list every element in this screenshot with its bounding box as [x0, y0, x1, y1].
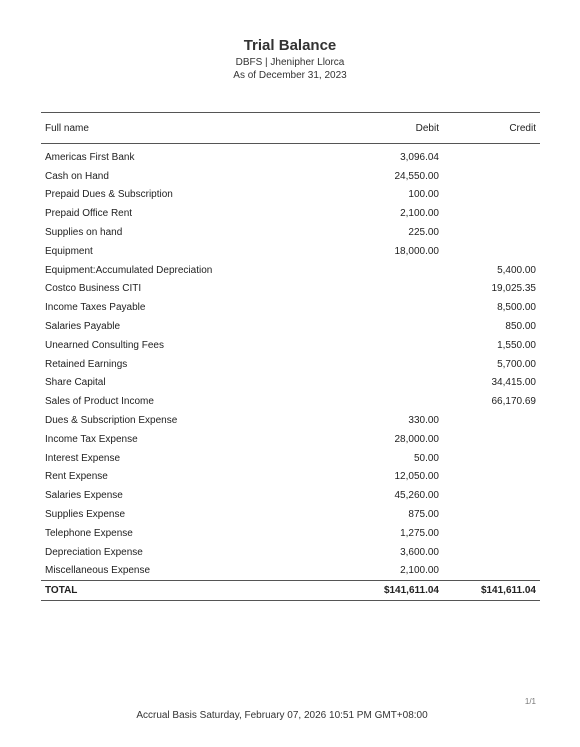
table-row[interactable] [41, 486, 540, 505]
account-name-cell[interactable]: Americas First Bank [45, 151, 135, 163]
table-row[interactable] [41, 148, 540, 167]
credit-cell [443, 204, 540, 223]
debit-cell [339, 298, 443, 317]
account-name-cell[interactable]: Telephone Expense [45, 527, 133, 539]
account-name-cell[interactable]: Depreciation Expense [45, 546, 143, 558]
table-row[interactable] [41, 430, 540, 449]
credit-cell [443, 505, 540, 524]
table-row[interactable] [41, 374, 540, 393]
account-name-cell[interactable]: Prepaid Dues & Subscription [45, 189, 173, 201]
account-name-cell[interactable]: Supplies Expense [45, 509, 126, 521]
account-name-cell[interactable]: Cash on Hand [45, 170, 109, 182]
debit-cell: 12,050.00 [394, 471, 439, 483]
debit-cell: 2,100.00 [400, 208, 439, 220]
account-name-cell[interactable]: Interest Expense [45, 452, 121, 464]
credit-cell: 66,170.69 [491, 396, 536, 408]
table-row[interactable] [41, 524, 540, 543]
account-name-cell[interactable]: Supplies on hand [45, 227, 123, 239]
credit-cell: 34,415.00 [491, 377, 536, 389]
debit-cell: 28,000.00 [394, 433, 439, 445]
account-name-cell[interactable]: Unearned Consulting Fees [45, 339, 164, 351]
report-footer: Accrual Basis Saturday, February 07, 2026 10:51 PM GMT+08:00 [136, 710, 428, 721]
credit-cell [443, 486, 540, 505]
account-name-cell[interactable]: Income Taxes Payable [45, 302, 146, 314]
debit-cell: 50.00 [413, 452, 439, 464]
table-row[interactable] [41, 280, 540, 299]
total-row [41, 581, 540, 601]
credit-cell [443, 223, 540, 242]
credit-cell [443, 242, 540, 261]
table-row[interactable] [41, 167, 540, 186]
table-row[interactable] [41, 562, 540, 581]
account-name-cell[interactable]: Miscellaneous Expense [45, 565, 151, 577]
column-header-debit[interactable]: Debit [339, 113, 443, 144]
debit-cell [339, 355, 443, 374]
account-name-cell[interactable]: Equipment [45, 245, 93, 257]
table-row[interactable] [41, 543, 540, 562]
credit-cell: 19,025.35 [491, 283, 536, 295]
table-row[interactable] [41, 298, 540, 317]
credit-cell [443, 449, 540, 468]
debit-cell: 3,096.04 [400, 151, 439, 163]
account-name-cell[interactable]: Share Capital [45, 377, 106, 389]
table-row[interactable] [41, 355, 540, 374]
debit-cell [339, 317, 443, 336]
debit-cell: 45,260.00 [394, 490, 439, 502]
table-row[interactable] [41, 204, 540, 223]
credit-cell: 1,550.00 [497, 339, 536, 351]
credit-cell [443, 543, 540, 562]
debit-cell: 18,000.00 [394, 245, 439, 257]
debit-cell [339, 336, 443, 355]
account-name-cell[interactable]: Salaries Payable [45, 321, 121, 333]
debit-cell [339, 392, 443, 411]
debit-cell: 24,550.00 [394, 170, 439, 182]
table-row[interactable] [41, 261, 540, 280]
credit-cell [443, 468, 540, 487]
account-name-cell[interactable]: Prepaid Office Rent [45, 208, 133, 220]
credit-cell [443, 562, 540, 581]
credit-cell [443, 524, 540, 543]
debit-cell: 3,600.00 [400, 546, 439, 558]
debit-cell: 2,100.00 [400, 565, 439, 577]
table-body [41, 148, 540, 581]
credit-cell: 8,500.00 [497, 302, 536, 314]
debit-cell: 225.00 [408, 227, 439, 239]
total-debit: $141,611.04 [339, 581, 443, 601]
credit-cell: 5,700.00 [497, 358, 536, 370]
table-row[interactable] [41, 223, 540, 242]
trial-balance-table [41, 112, 540, 601]
account-name-cell[interactable]: Costco Business CITI [45, 283, 142, 295]
company-name: DBFS | Jhenipher Llorca [235, 57, 345, 68]
credit-cell [443, 148, 540, 167]
debit-cell [339, 261, 443, 280]
table-header-row [41, 113, 540, 144]
credit-cell [443, 186, 540, 205]
debit-cell [339, 280, 443, 299]
credit-cell [443, 411, 540, 430]
debit-cell: 875.00 [408, 509, 439, 521]
report-date: As of December 31, 2023 [233, 70, 347, 81]
table-row[interactable] [41, 505, 540, 524]
debit-cell: 1,275.00 [400, 527, 439, 539]
account-name-cell[interactable]: Equipment:Accumulated Depreciation [45, 264, 213, 276]
credit-cell [443, 430, 540, 449]
table-row[interactable] [41, 336, 540, 355]
table-row[interactable] [41, 411, 540, 430]
report-header [0, 36, 580, 82]
debit-cell: 100.00 [408, 189, 439, 201]
debit-cell [339, 374, 443, 393]
table-row[interactable] [41, 468, 540, 487]
account-name-cell[interactable]: Sales of Product Income [45, 396, 154, 408]
account-name-cell[interactable]: Retained Earnings [45, 358, 128, 370]
page-number: 1/1 [524, 697, 536, 706]
report-title: Trial Balance [243, 37, 337, 54]
account-name-cell[interactable]: Income Tax Expense [45, 433, 138, 445]
table-row[interactable] [41, 392, 540, 411]
column-header-credit[interactable]: Credit [443, 113, 540, 144]
credit-cell [443, 167, 540, 186]
total-label: TOTAL [41, 581, 339, 601]
table-row[interactable] [41, 449, 540, 468]
table-row[interactable] [41, 242, 540, 261]
table-row[interactable] [41, 186, 540, 205]
account-name-cell[interactable]: Salaries Expense [45, 490, 123, 502]
total-credit: $141,611.04 [443, 581, 540, 601]
credit-cell: 5,400.00 [497, 264, 536, 276]
table-row[interactable] [41, 317, 540, 336]
account-name-cell[interactable]: Dues & Subscription Expense [45, 415, 178, 427]
account-name-cell[interactable]: Rent Expense [45, 471, 108, 483]
column-header-full-name[interactable]: Full name [41, 113, 339, 144]
debit-cell: 330.00 [408, 415, 439, 427]
credit-cell: 850.00 [505, 321, 536, 333]
